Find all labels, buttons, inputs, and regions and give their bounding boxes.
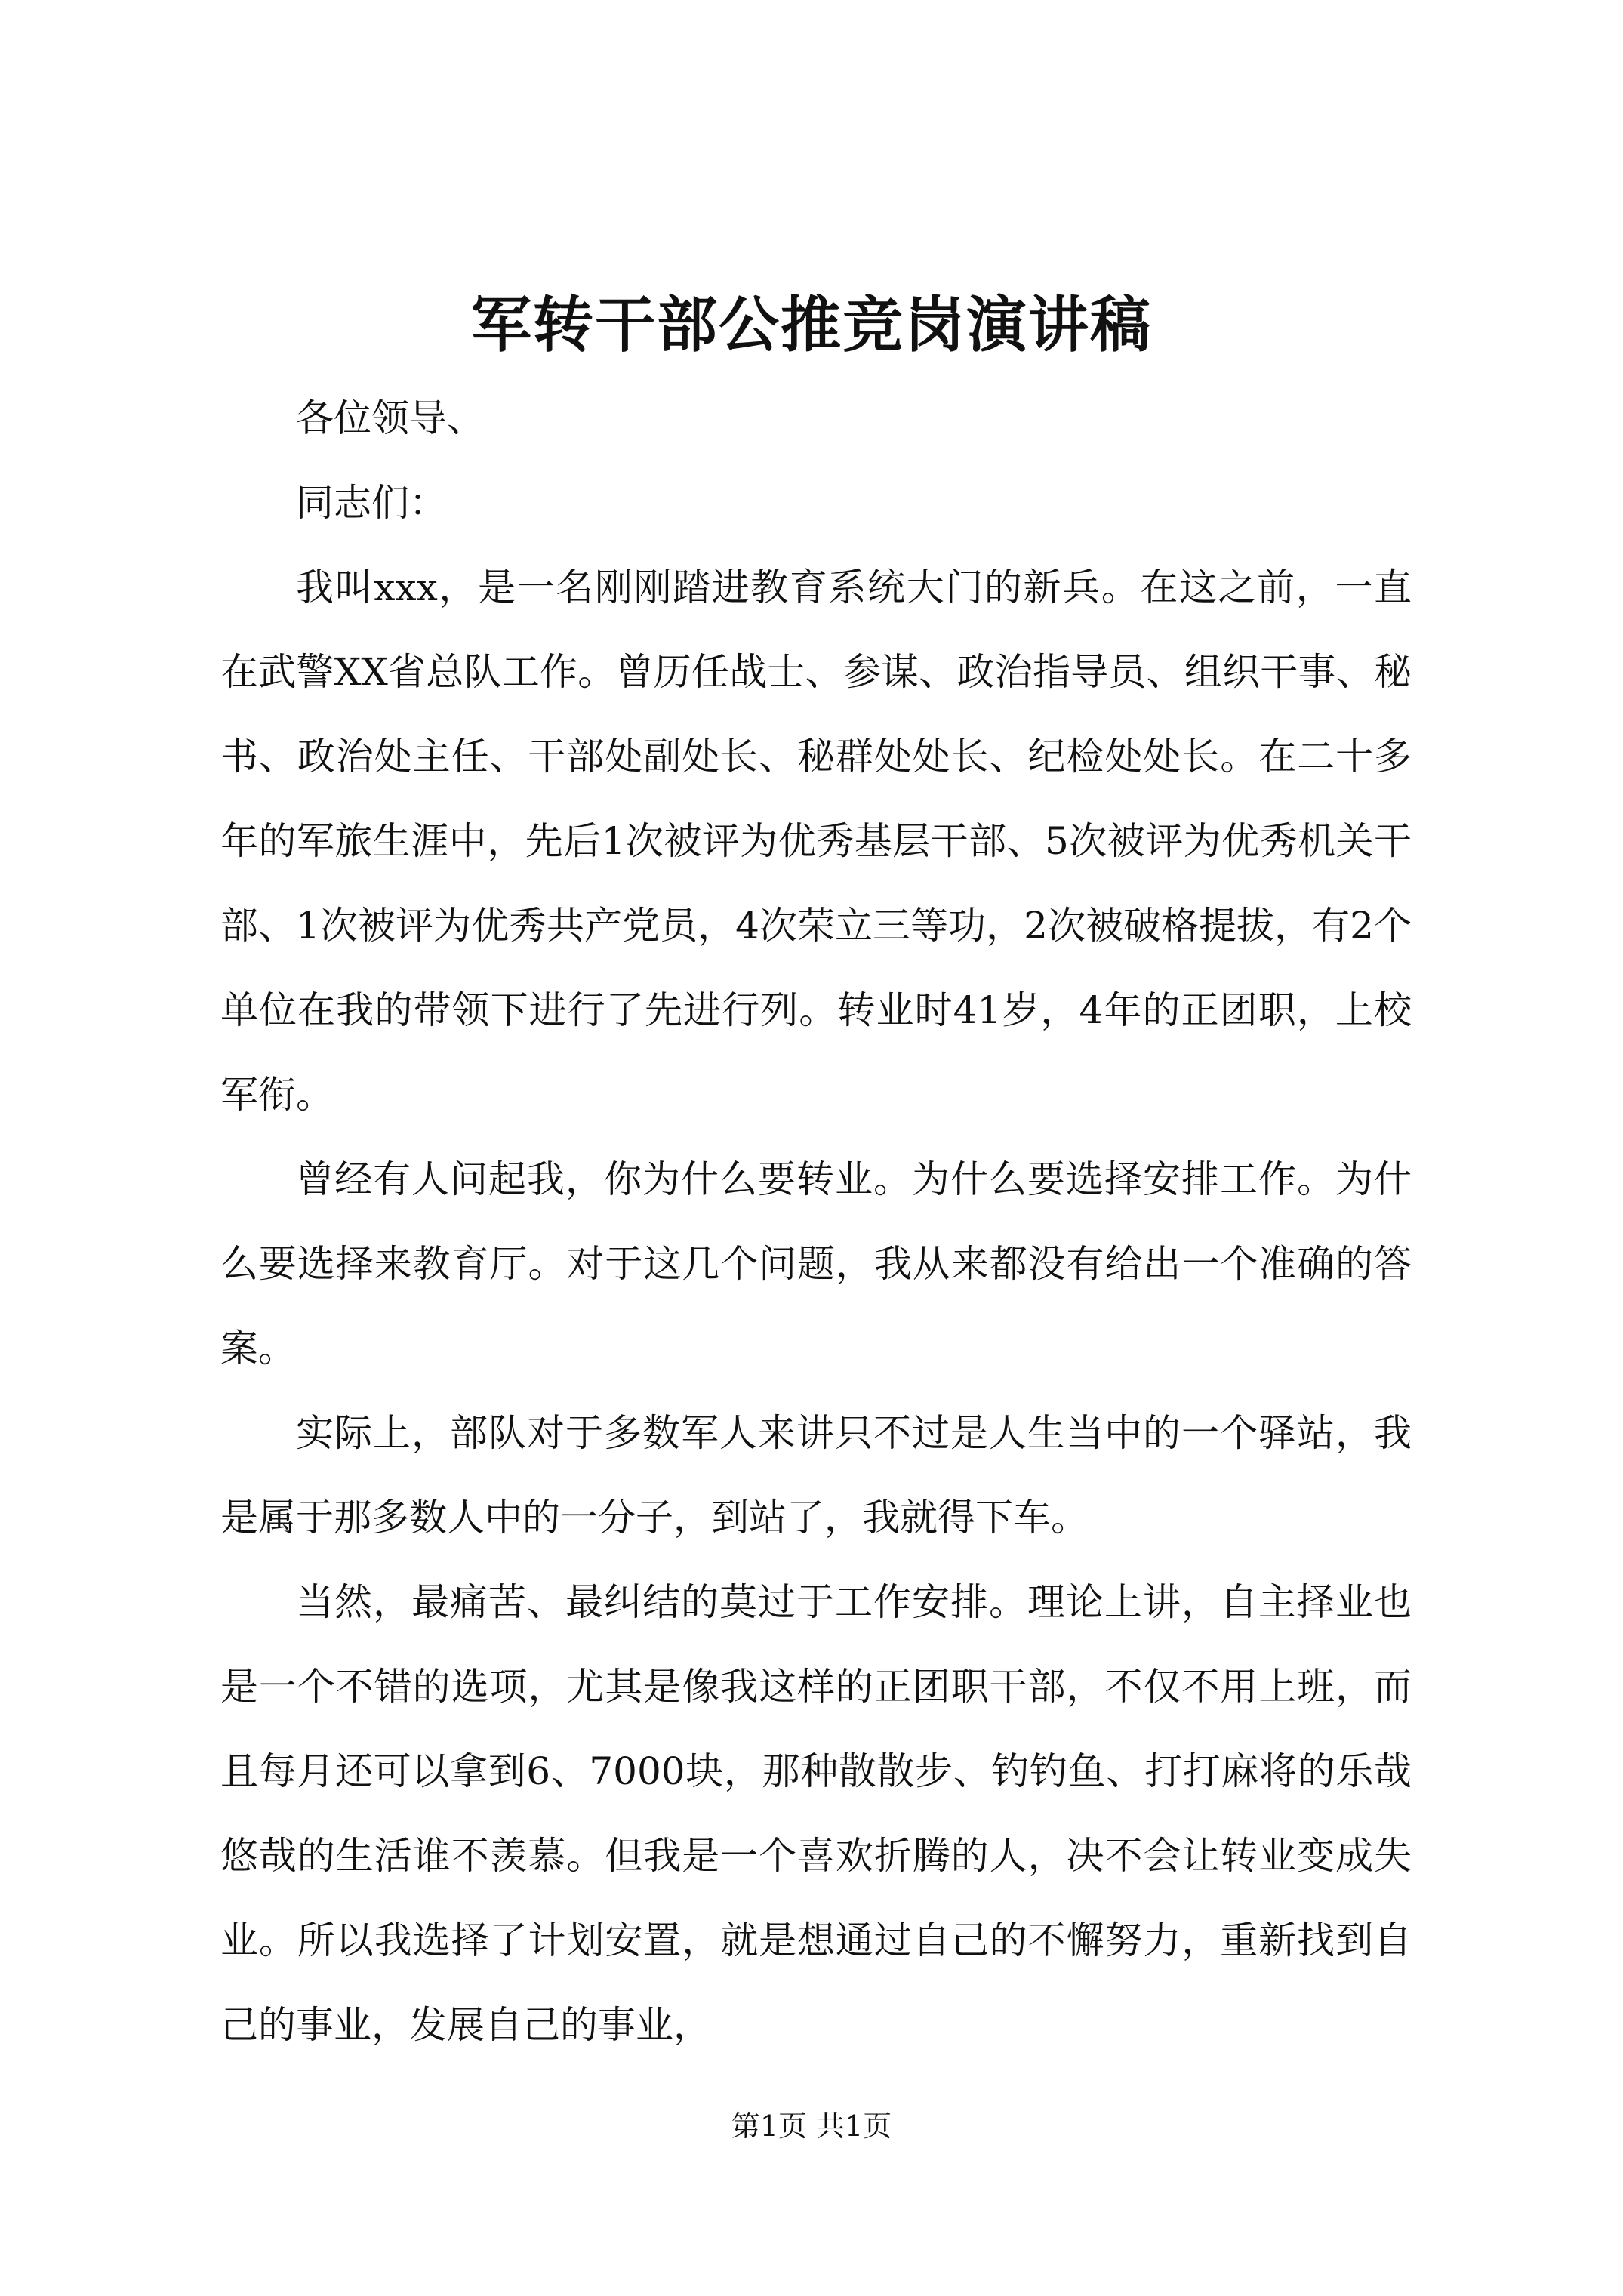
document-title: 军转干部公推竞岗演讲稿 xyxy=(471,289,1152,360)
salutation-line-1: 各位领导、 xyxy=(296,396,485,440)
salutation-line-2: 同志们： xyxy=(296,481,447,525)
paragraph-military-station: 实际上，部队对于多数军人来讲只不过是人生当中的一个驿站，我是属于那多数人中的一分子，到站了，我就得下车。 xyxy=(220,1411,1412,1539)
paragraph-introduction: 我叫xxx，是一名刚刚踏进教育系统大门的新兵。在这之前，一直在武警XX省总队工作。曾历任战士、参谋、政治指导员、组织干事、秘书、政治处主任、干部处副处长、秘群处处长、纪检处处长。在二十多年的军旅生涯中，先后1次被评为优秀基层干部、5次被评为优秀机关干部、1次被评为优秀共产党员，4次荣立三等功，2次被破格提拔，有2个单位在我的带领下进行了先进行列。转业时41岁，4年的正团职，上校军衔。 xyxy=(220,566,1412,1117)
paragraph-job-arrangement: 当然，最痛苦、最纠结的莫过于工作安排。理论上讲，自主择业也是一个不错的选项，尤其是像我这样的正团职干部，不仅不用上班，而且每月还可以拿到6、7000块，那种散散步、钓钓鱼、打打麻将的乐哉悠哉的生活谁不羡慕。但我是一个喜欢折腾的人，决不会让转业变成失业。所以我选择了计划安置，就是想通过自己的不懈努力，重新找到自己的事业，发展自己的事业， xyxy=(220,1580,1412,2047)
paragraph-why-transfer: 曾经有人问起我，你为什么要转业。为什么要选择安排工作。为什么要选择来教育厅。对于这几个问题，我从来都没有给出一个准确的答案。 xyxy=(220,1157,1412,1370)
document-body xyxy=(220,376,1412,2067)
page-footer: 第1页 共1页 xyxy=(731,2110,892,2143)
